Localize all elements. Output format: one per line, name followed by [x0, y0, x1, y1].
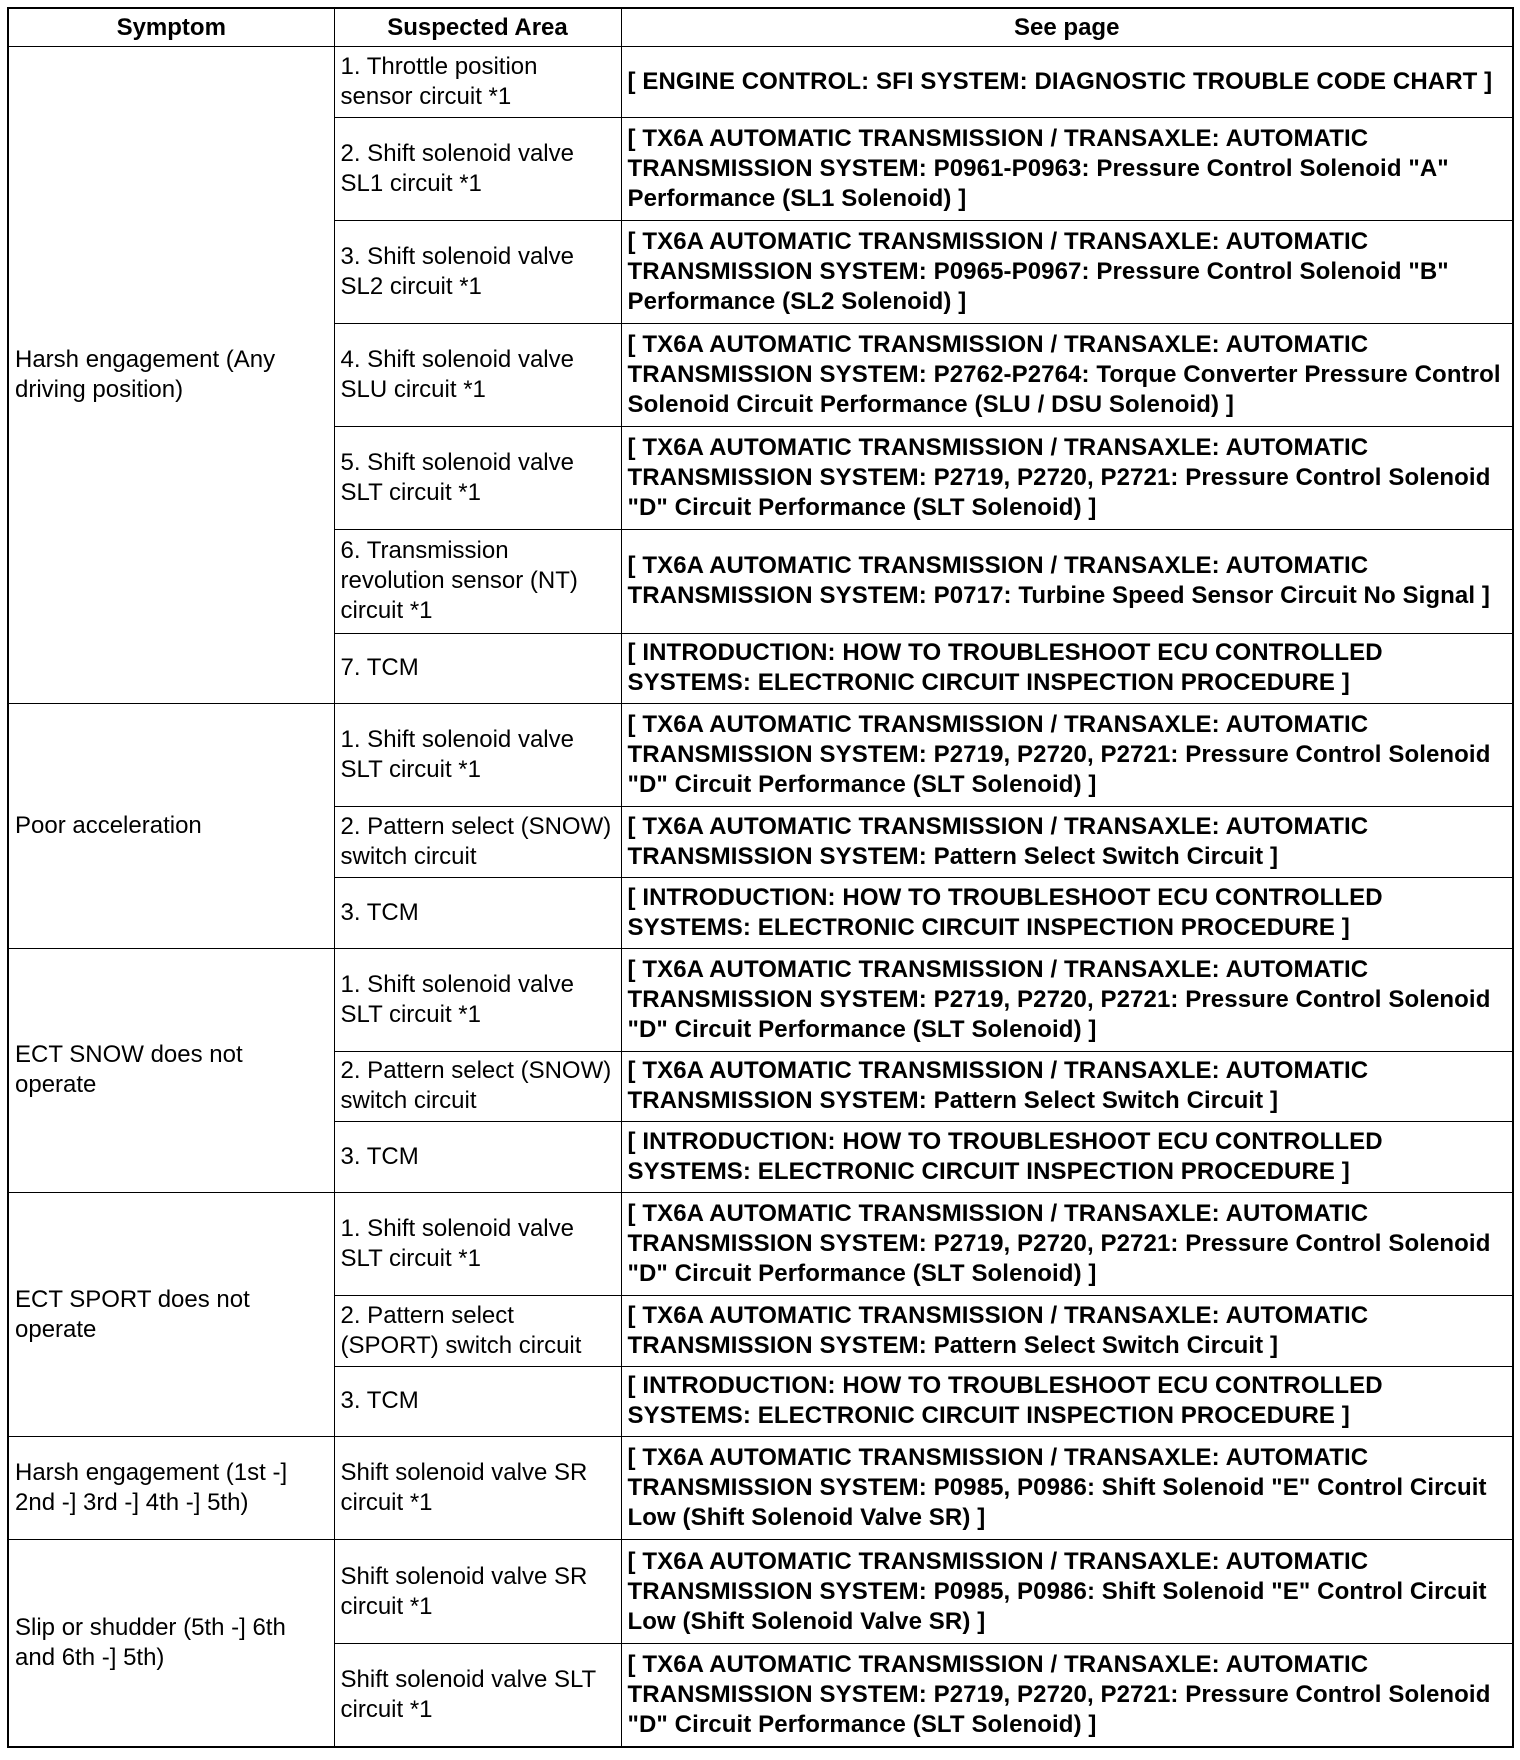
see-page-reference: [ TX6A AUTOMATIC TRANSMISSION / TRANSAXLE: AUTOMATIC TRANSMISSION SYSTEM: Pattern Select Switch Circuit ] — [621, 807, 1513, 878]
see-page-reference: [ TX6A AUTOMATIC TRANSMISSION / TRANSAXLE: AUTOMATIC TRANSMISSION SYSTEM: P0985, P0986: Shift Solenoid "E" Control Circuit Low (Shift Solenoid Valve SR) ] — [621, 1437, 1513, 1540]
see-page-reference: [ INTRODUCTION: HOW TO TROUBLESHOOT ECU CONTROLLED SYSTEMS: ELECTRONIC CIRCUIT INSPECTION PROCEDURE ] — [621, 1122, 1513, 1193]
table-row — [8, 948, 1513, 1051]
see-page-reference: [ TX6A AUTOMATIC TRANSMISSION / TRANSAXLE: AUTOMATIC TRANSMISSION SYSTEM: P0985, P0986: Shift Solenoid "E" Control Circuit Low (Shift Solenoid Valve SR) ] — [621, 1540, 1513, 1643]
see-page-reference: [ TX6A AUTOMATIC TRANSMISSION / TRANSAXLE: AUTOMATIC TRANSMISSION SYSTEM: Pattern Select Switch Circuit ] — [621, 1296, 1513, 1367]
symptom-cell: Harsh engagement (1st -] 2nd -] 3rd -] 4th -] 5th) — [8, 1437, 334, 1540]
suspected-area-cell: Shift solenoid valve SLT circuit *1 — [334, 1643, 621, 1747]
suspected-area-cell: 5. Shift solenoid valve SLT circuit *1 — [334, 427, 621, 530]
suspected-area-cell: 7. TCM — [334, 633, 621, 704]
table-row — [8, 1540, 1513, 1643]
suspected-area-cell: 1. Shift solenoid valve SLT circuit *1 — [334, 1192, 621, 1295]
troubleshooting-table — [7, 7, 1514, 1748]
suspected-area-cell: 3. Shift solenoid valve SL2 circuit *1 — [334, 220, 621, 323]
see-page-reference: [ TX6A AUTOMATIC TRANSMISSION / TRANSAXLE: AUTOMATIC TRANSMISSION SYSTEM: P2719, P2720, P2721: Pressure Control Solenoid "D" Circuit Performance (SLT Solenoid) ] — [621, 704, 1513, 807]
suspected-area-cell: 1. Throttle position sensor circuit *1 — [334, 47, 621, 118]
see-page-reference: [ TX6A AUTOMATIC TRANSMISSION / TRANSAXLE: AUTOMATIC TRANSMISSION SYSTEM: P2719, P2720, P2721: Pressure Control Solenoid "D" Circuit Performance (SLT Solenoid) ] — [621, 1192, 1513, 1295]
see-page-reference: [ INTRODUCTION: HOW TO TROUBLESHOOT ECU CONTROLLED SYSTEMS: ELECTRONIC CIRCUIT INSPECTION PROCEDURE ] — [621, 877, 1513, 948]
suspected-area-cell: 2. Shift solenoid valve SL1 circuit *1 — [334, 117, 621, 220]
see-page-reference: [ TX6A AUTOMATIC TRANSMISSION / TRANSAXLE: AUTOMATIC TRANSMISSION SYSTEM: P0961-P0963: Pressure Control Solenoid "A" Performance (SL1 Solenoid) ] — [621, 117, 1513, 220]
suspected-area-cell: 1. Shift solenoid valve SLT circuit *1 — [334, 948, 621, 1051]
header-suspected-area: Suspected Area — [334, 8, 621, 47]
suspected-area-cell: Shift solenoid valve SR circuit *1 — [334, 1540, 621, 1643]
symptom-cell: ECT SPORT does not operate — [8, 1192, 334, 1436]
symptom-cell: Poor acceleration — [8, 704, 334, 948]
see-page-reference: [ TX6A AUTOMATIC TRANSMISSION / TRANSAXLE: AUTOMATIC TRANSMISSION SYSTEM: P2719, P2720, P2721: Pressure Control Solenoid "D" Circuit Performance (SLT Solenoid) ] — [621, 948, 1513, 1051]
suspected-area-cell: 3. TCM — [334, 1122, 621, 1193]
table-row — [8, 1437, 1513, 1540]
suspected-area-cell: 3. TCM — [334, 1366, 621, 1437]
see-page-reference: [ INTRODUCTION: HOW TO TROUBLESHOOT ECU CONTROLLED SYSTEMS: ELECTRONIC CIRCUIT INSPECTION PROCEDURE ] — [621, 1366, 1513, 1437]
symptom-cell: ECT SNOW does not operate — [8, 948, 334, 1192]
header-row — [8, 8, 1513, 47]
see-page-reference: [ TX6A AUTOMATIC TRANSMISSION / TRANSAXLE: AUTOMATIC TRANSMISSION SYSTEM: P2762-P2764: Torque Converter Pressure Control Solenoid Circuit Performance (SLU / DSU Solenoid) ] — [621, 323, 1513, 426]
header-see-page: See page — [621, 8, 1513, 47]
symptom-cell: Harsh engagement (Any driving position) — [8, 47, 334, 704]
see-page-reference: [ TX6A AUTOMATIC TRANSMISSION / TRANSAXLE: AUTOMATIC TRANSMISSION SYSTEM: P2719, P2720, P2721: Pressure Control Solenoid "D" Circuit Performance (SLT Solenoid) ] — [621, 427, 1513, 530]
suspected-area-cell: 2. Pattern select (SNOW) switch circuit — [334, 1051, 621, 1122]
suspected-area-cell: 2. Pattern select (SPORT) switch circuit — [334, 1296, 621, 1367]
see-page-reference: [ TX6A AUTOMATIC TRANSMISSION / TRANSAXLE: AUTOMATIC TRANSMISSION SYSTEM: P0965-P0967: Pressure Control Solenoid "B" Performance (SL2 Solenoid) ] — [621, 220, 1513, 323]
symptom-cell: Slip or shudder (5th -] 6th and 6th -] 5th) — [8, 1540, 334, 1747]
see-page-reference: [ TX6A AUTOMATIC TRANSMISSION / TRANSAXLE: AUTOMATIC TRANSMISSION SYSTEM: Pattern Select Switch Circuit ] — [621, 1051, 1513, 1122]
suspected-area-cell: 4. Shift solenoid valve SLU circuit *1 — [334, 323, 621, 426]
table-body — [8, 47, 1513, 1748]
suspected-area-cell: 2. Pattern select (SNOW) switch circuit — [334, 807, 621, 878]
table-row — [8, 1192, 1513, 1295]
see-page-reference: [ INTRODUCTION: HOW TO TROUBLESHOOT ECU CONTROLLED SYSTEMS: ELECTRONIC CIRCUIT INSPECTION PROCEDURE ] — [621, 633, 1513, 704]
see-page-reference: [ TX6A AUTOMATIC TRANSMISSION / TRANSAXLE: AUTOMATIC TRANSMISSION SYSTEM: P0717: Turbine Speed Sensor Circuit No Signal ] — [621, 530, 1513, 633]
suspected-area-cell: 6. Transmission revolution sensor (NT) circuit *1 — [334, 530, 621, 633]
see-page-reference: [ TX6A AUTOMATIC TRANSMISSION / TRANSAXLE: AUTOMATIC TRANSMISSION SYSTEM: P2719, P2720, P2721: Pressure Control Solenoid "D" Circuit Performance (SLT Solenoid) ] — [621, 1643, 1513, 1747]
suspected-area-cell: Shift solenoid valve SR circuit *1 — [334, 1437, 621, 1540]
table-row — [8, 47, 1513, 118]
header-symptom: Symptom — [8, 8, 334, 47]
see-page-reference: [ ENGINE CONTROL: SFI SYSTEM: DIAGNOSTIC TROUBLE CODE CHART ] — [621, 47, 1513, 118]
suspected-area-cell: 1. Shift solenoid valve SLT circuit *1 — [334, 704, 621, 807]
suspected-area-cell: 3. TCM — [334, 877, 621, 948]
table-row — [8, 704, 1513, 807]
